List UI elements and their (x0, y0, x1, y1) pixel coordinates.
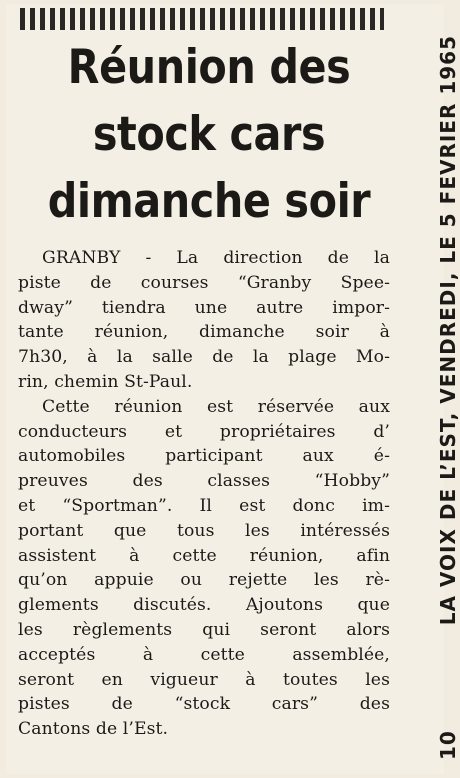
margin-dateline (436, 35, 460, 760)
paragraph-2 (18, 395, 390, 742)
text-line: glements discutés. Ajoutons que (18, 595, 390, 616)
text-line: les règlements qui seront alors (18, 619, 390, 640)
text-line: seront en vigueur à toutes les (18, 669, 390, 690)
newspaper-clipping (6, 4, 460, 774)
paragraph-1 (18, 246, 390, 395)
headline (44, 34, 373, 235)
article-body (18, 246, 390, 742)
headline-line-1: Réunion des (67, 40, 351, 95)
text-line: automobiles participant aux é- (18, 446, 390, 467)
text-line: portant que tous les intéressés (18, 520, 390, 541)
text-line: GRANBY - La direction de la (42, 248, 390, 268)
text-line: assistent à cette réunion, afin (18, 545, 390, 566)
text-line: acceptés à cette assemblée, (18, 644, 390, 665)
text-line: Cette réunion est réservée aux (42, 396, 390, 417)
text-line: dway” tiendra une autre impor- (18, 297, 390, 318)
publication-dateline: LA VOIX DE L’EST, VENDREDI, LE 5 FEVRIER 1965 (436, 35, 460, 626)
text-line: et “Sportman”. Il est donc im- (18, 495, 390, 516)
text-line: piste de courses “Granby Spee- (18, 272, 390, 293)
dashed-rule (20, 8, 384, 30)
text-line: Cantons de l’Est. (18, 719, 169, 740)
text-line: 7h30, à la salle de la plage Mo- (18, 347, 390, 368)
text-line: conducteurs et propriétaires d’ (18, 421, 390, 442)
text-line: qu’on appuie ou rejette les rè- (18, 570, 390, 591)
text-line: preuves des classes “Hobby” (18, 471, 390, 492)
headline-line-2: stock cars (92, 107, 326, 162)
text-line: tante réunion, dimanche soir à (18, 322, 390, 343)
text-line: pistes de “stock cars” des (18, 694, 390, 715)
headline-line-3: dimanche soir (47, 174, 371, 229)
page-number: 10 (436, 730, 460, 760)
text-line: rin, chemin St-Paul. (18, 371, 193, 392)
